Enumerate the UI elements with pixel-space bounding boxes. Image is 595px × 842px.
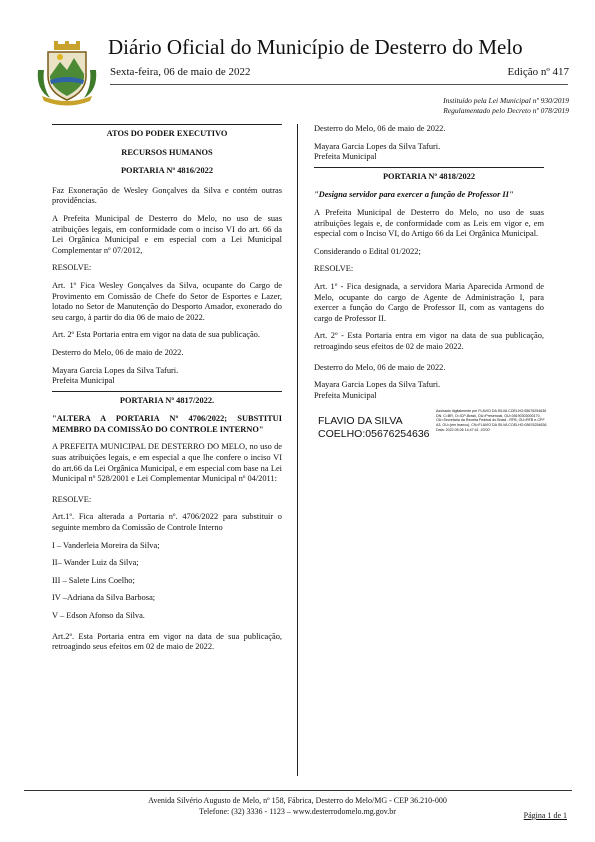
member-item: IV –Adriana da Silva Barbosa; — [52, 593, 156, 603]
digital-signer-name-line2: COELHO:05676254636 — [318, 428, 430, 441]
right-column — [314, 124, 547, 447]
section-title: ATOS DO PODER EXECUTIVO — [52, 124, 282, 143]
portaria-4817-signature — [314, 142, 544, 163]
portaria-4818-intro: A Prefeita Municipal de Desterro do Melo, no uso de suas atribuições legais e, de conformidade com as Leis em vigor e, em especial com o Inciso VI, do Artigo 66 da Lei Orgânica Municipal. — [314, 207, 544, 239]
member-item: II– Wander Luiz da Silva; — [52, 558, 139, 568]
signer-name: Mayara Garcia Lopes da Silva Tafuri. — [314, 141, 441, 151]
portaria-4817-resolve: RESOLVE: — [52, 494, 92, 504]
portaria-4818-title: PORTARIA Nº 4818/2022 — [314, 167, 544, 186]
left-column — [52, 124, 282, 660]
portaria-4816-intro: A Prefeita Municipal de Desterro do Melo, no uso de suas atribuições legais, em conformidade com o inciso VI do art. 66 da Lei Orgânica Municipal e em especial com a Lei Municipal Complementar nº 07/2012, — [52, 213, 282, 255]
header-divider — [110, 84, 568, 85]
institution-law: Instituído pela Lei Municipal nº 930/2019 — [443, 96, 569, 105]
portaria-4816-signature — [52, 366, 282, 387]
portaria-4817-art2: Art.2º. Esta Portaria entra em vigor na data de sua publicação, retroagindo seus efeitos em 02 de maio de 2022. — [52, 631, 282, 652]
footer-contact: Telefone: (32) 3336 - 1123 – www.desterrodomelo.mg.gov.br — [199, 807, 396, 816]
signer-name: Mayara Garcia Lopes da Silva Tafuri. — [52, 365, 179, 375]
digital-signature-details: Assinado digitalmente por FLAVIO DA SILVA COELHO:05676254636 DN: C=BR, O=ICP-Brasil, OU=Presencial, OU=05190303000170, OU=Secretaria da Receita Federal do Brasil - RFB, OU=RFB e-CPF A3, OU=(em branco), CN=FLAVIO DA SILVA COELHO:05676254636 Data: 2022.05.06 14:47:41 -03'00' — [436, 409, 547, 432]
page-number: Página 1 de 1 — [523, 811, 567, 820]
signer-role: Prefeita Municipal — [52, 376, 115, 386]
municipal-coat-of-arms-icon — [34, 40, 100, 106]
member-item: I – Vanderleia Moreira da Silva; — [52, 540, 160, 550]
portaria-4818-art1: Art. 1º - Fica designada, a servidora Maria Aparecida Armond de Melo, ocupante do cargo de Agente de Administração I, para exercer a função do Cargo de Professor II, com as vantagens do cargo de Professor II. — [314, 281, 544, 323]
portaria-4816-title: PORTARIA Nº 4816/2022 — [120, 166, 214, 176]
portaria-4818-signature — [314, 380, 544, 401]
portaria-4818-resolve: RESOLVE: — [314, 264, 354, 274]
portaria-4816-art1: Art. 1º Fica Wesley Gonçalves da Silva, ocupante do Cargo de Provimento em Comissão de Chefe do Setor de Esportes e Lazer, lotado no Setor de Manutenção do Desporto Amador, exonerado do seu cargo, à partir do dia 06 de maio de 2022. — [52, 280, 282, 322]
digital-signature-block — [314, 409, 547, 447]
issue-date: Sexta-feira, 06 de maio de 2022 — [110, 66, 251, 78]
portaria-4816-place-date: Desterro do Melo, 06 de maio de 2022. — [52, 347, 184, 357]
gazette-title: Diário Oficial do Município de Desterro do Melo — [108, 35, 523, 59]
portaria-4818-subtitle: "Designa servidor para exercer a função de Professor II" — [314, 190, 514, 200]
institution-info — [443, 96, 569, 116]
signer-role: Prefeita Municipal — [314, 152, 377, 162]
member-item: V – Edson Afonso da Silva. — [52, 611, 145, 620]
digital-signer-name-line1: FLAVIO DA SILVA — [318, 415, 403, 428]
institution-decree: Regulamentado pelo Decreto nº 078/2019 — [443, 106, 569, 115]
portaria-4817-title: PORTARIA Nº 4817/2022. — [52, 391, 282, 410]
footer-divider — [24, 790, 572, 791]
footer-address: Avenida Silvério Augusto de Melo, nº 158, Fábrica, Desterro do Melo/MG - CEP 36.210-000 — [148, 796, 447, 805]
portaria-4817-subtitle: "ALTERA A PORTARIA Nº 4706/2022; SUBSTITUI MEMBRO DA COMISSÃO DO CONTROLE INTERNO" — [52, 414, 282, 434]
portaria-4816-resolve: RESOLVE: — [52, 263, 92, 273]
portaria-4816-summary: Faz Exoneração de Wesley Gonçalves da Silva e contém outras providências. — [52, 185, 282, 206]
column-divider — [297, 124, 298, 776]
member-item: III – Salete Lins Coelho; — [52, 575, 135, 585]
portaria-4816-art2: Art. 2º Esta Portaria entra em vigor na data de sua publicação. — [52, 330, 260, 340]
signer-role: Prefeita Municipal — [314, 390, 377, 400]
signer-name: Mayara Garcia Lopes da Silva Tafuri. — [314, 380, 441, 390]
portaria-4817-place-date: Desterro do Melo, 06 de maio de 2022. — [314, 124, 446, 133]
digital-signer-name — [318, 415, 430, 441]
portaria-4817-intro: A PREFEITA MUNICIPAL DE DESTERRO DO MELO, no uso de suas atribuições legais, e em especial a que lhe confere o inciso VI do art.66 da Lei Orgânica Municipal, e em especial com base na Lei Municipal nº 528/2001 e Lei Complementar Municipal nº 04/2011: — [52, 442, 282, 484]
portaria-4818-art2: Art. 2º - Esta Portaria entra em vigor na data de sua publicação, retroagindo seus efeitos de 02 de maio 2022. — [314, 331, 544, 351]
portaria-4817-art1: Art.1º. Fica alterada a Portaria nº. 4706/2022 para substituir o seguinte membro da Comissão de Controle Interno — [52, 512, 282, 533]
edition-number: Edição nº 417 — [507, 66, 569, 78]
portaria-4818-considering: Considerando o Edital 01/2022; — [314, 246, 421, 256]
portaria-4818-place-date: Desterro do Melo, 06 de maio de 2022. — [314, 362, 446, 372]
subsection-title: RECURSOS HUMANOS — [121, 147, 213, 157]
